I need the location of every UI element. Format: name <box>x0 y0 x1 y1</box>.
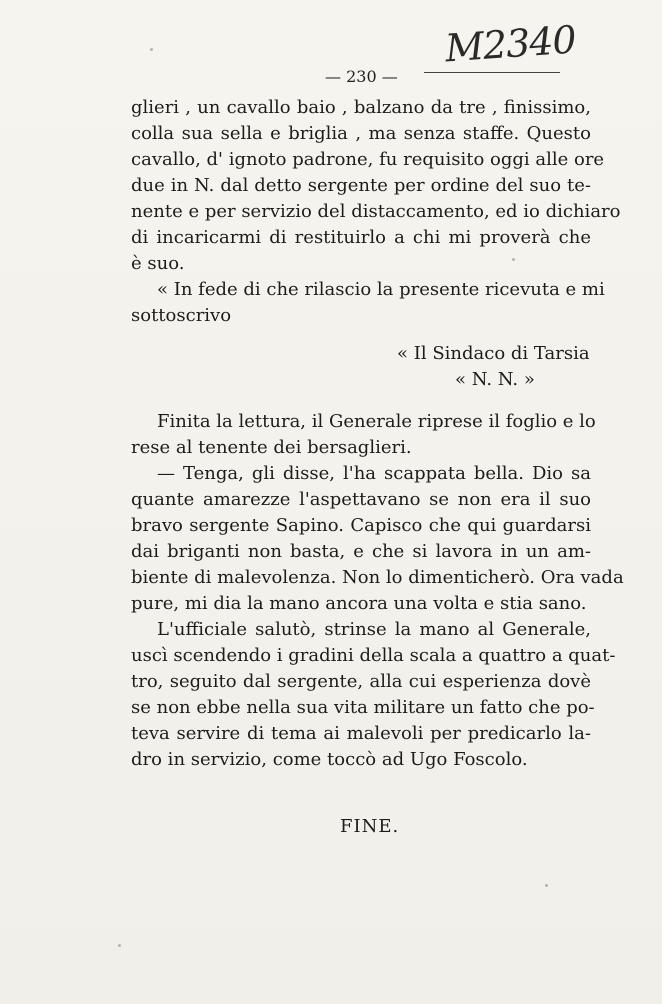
text-line: due in N. dal detto sergente per ordine del suo te- <box>131 175 591 196</box>
page-number: — 230 — <box>325 67 398 86</box>
body-text-upper <box>131 95 621 329</box>
text-line: se non ebbe nella sua vita militare un fatto che po- <box>131 697 595 718</box>
paper-speck <box>118 944 121 947</box>
signature-line-2: « N. N. » <box>455 369 535 390</box>
text-line: rese al tenente dei bersaglieri. <box>131 437 412 458</box>
signature-line-1: « Il Sindaco di Tarsia <box>397 343 590 364</box>
text-line: bravo sergente Sapino. Capisco che qui guardarsi <box>131 515 591 536</box>
text-line: glieri , un cavallo baio , balzano da tre , finissimo, <box>131 97 591 118</box>
text-line: dai briganti non basta, e che si lavora in un am- <box>131 541 591 562</box>
text-line: colla sua sella e briglia , ma senza staffe. Questo <box>131 123 591 144</box>
text-line: — Tenga, gli disse, l'ha scappata bella. Dio sa <box>157 463 591 484</box>
text-line: biente di malevolenza. Non lo dimenticherò. Ora vada <box>131 567 624 588</box>
end-mark: FINE. <box>340 816 400 837</box>
text-line: « In fede di che rilascio la presente ricevuta e mi <box>157 279 605 300</box>
paper-speck <box>545 884 548 887</box>
text-line: è suo. <box>131 253 185 274</box>
text-line: uscì scendendo i gradini della scala a quattro a quat- <box>131 645 616 666</box>
text-line: teva servire di tema ai malevoli per predicarlo la- <box>131 723 591 744</box>
stamp-underline <box>424 72 560 73</box>
text-line: L'ufficiale salutò, strinse la mano al Generale, <box>157 619 591 640</box>
text-line: cavallo, d' ignoto padrone, fu requisito oggi alle ore <box>131 149 605 170</box>
paper-speck <box>150 48 153 51</box>
text-line: nente e per servizio del distaccamento, ed io dichiaro <box>131 201 621 222</box>
text-line: Finita la lettura, il Generale riprese il foglio e lo <box>157 411 596 432</box>
handwritten-stamp: M2340 <box>443 17 578 71</box>
text-line: tro, seguito dal sergente, alla cui esperienza dovè <box>131 671 591 692</box>
text-line: dro in servizio, come toccò ad Ugo Foscolo. <box>131 749 528 770</box>
text-line: di incaricarmi di restituirlo a chi mi proverà che <box>131 227 591 248</box>
paper-speck <box>512 258 515 261</box>
body-text-lower <box>131 409 624 773</box>
text-line: quante amarezze l'aspettavano se non era il suo <box>131 489 591 510</box>
text-line: pure, mi dia la mano ancora una volta e stia sano. <box>131 593 587 614</box>
text-line: sottoscrivo <box>131 305 232 326</box>
